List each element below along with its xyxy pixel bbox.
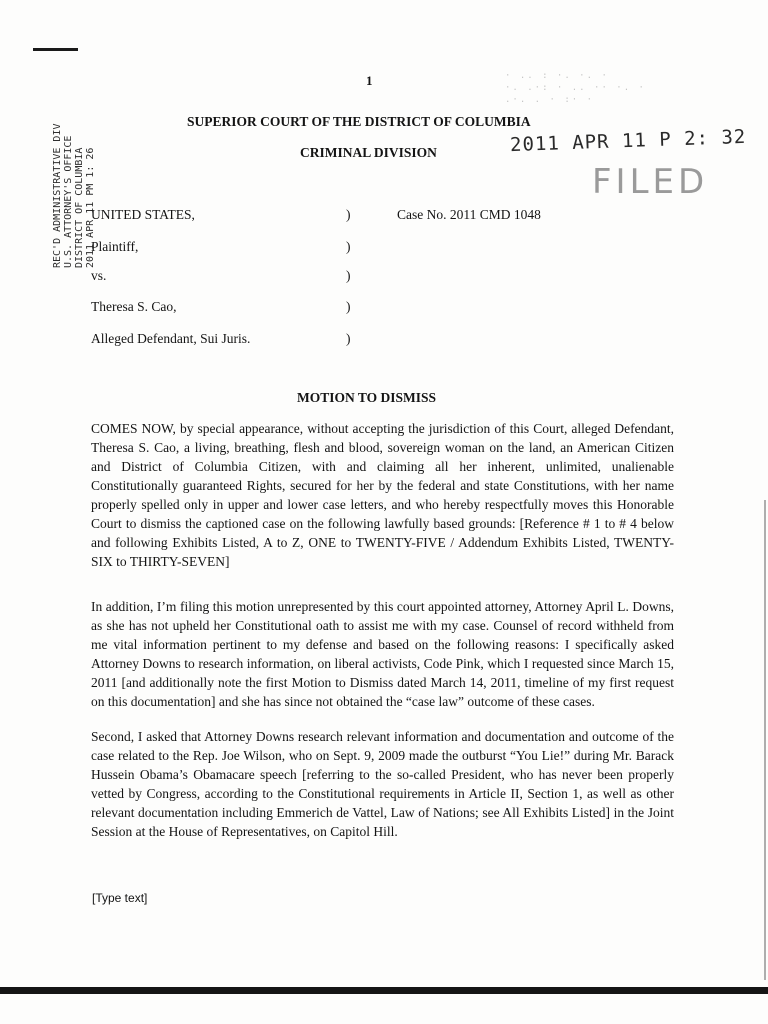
filing-date-stamp: 2011 APR 11 P 2: 32 <box>509 125 747 157</box>
division-title: CRIMINAL DIVISION <box>300 145 437 160</box>
faint-stamp-smudge: · .. : ·. ·. · ·. .·: · .. ·· ·. · .·. . · :· · <box>505 71 646 105</box>
court-title: SUPERIOR COURT OF THE DISTRICT OF COLUMBIA <box>187 114 531 129</box>
motion-title: MOTION TO DISMISS <box>297 390 437 405</box>
caption-paren-4: ) <box>346 299 351 314</box>
caption-party-1: UNITED STATES, <box>91 207 195 222</box>
body-paragraph-1: COMES NOW, by special appearance, without accepting the jurisdiction of this Court, alleged Defendant, Theresa S. Cao, a living, breathing, flesh and blood, sovereign woman on the land, an American Citizen and District of Columbia Citizen, with and claiming all her inherent, unlimited, unalienable Constitutionally guaranteed Rights, secured for her by the federal and state Constitutions, with her name properly spelled only in upper and lower case letters, and who hereby respectfully moves this Honorable Court to dismiss the captioned case on the following lawfully based grounds: [Reference # 1 to # 4 below and following Exhibits Listed, A to Z, ONE to TWENTY-FIVE / Addendum Exhibits Listed, TWENTY-SIX to THIRTY-SEVEN] <box>91 421 674 569</box>
received-stamp-text: REC'D ADMINISTRATIVE DIV U.S. ATTORNEY'S OFFICE DISTRICT OF COLUMBIA 2011 APR 11 PM 1: 26 <box>52 123 96 268</box>
scan-right-edge <box>764 500 766 980</box>
caption-paren-1: ) <box>346 207 351 222</box>
caption-party-2-role: Alleged Defendant, Sui Juris. <box>91 331 251 346</box>
caption-paren-2: ) <box>346 239 351 254</box>
top-rule-mark <box>33 48 78 51</box>
body-paragraph-3: Second, I asked that Attorney Downs research relevant information and documentation and outcome of the case related to the Rep. Joe Wilson, who on Sept. 9, 2009 made the outburst “You Lie!” during Mr. Barack Hussein Obama’s Obamacare speech [referring to the so-called President, who has never been properly vetted by Congress, according to the Constitutional requirements in Article II, Section 1, as well as other relevant documentation including Emmerich de Vattel, Law of Nations; see All Exhibits Listed] in the Joint Session at the House of Representatives, on Capitol Hill. <box>91 729 674 839</box>
case-number: Case No. 2011 CMD 1048 <box>397 207 541 222</box>
filed-stamp: FILED <box>592 162 709 202</box>
caption-party-2: Theresa S. Cao, <box>91 299 177 314</box>
page-number: 1 <box>366 73 373 88</box>
caption-party-1-role: Plaintiff, <box>91 239 139 254</box>
caption-paren-3: ) <box>346 268 351 283</box>
caption-paren-5: ) <box>346 331 351 346</box>
caption-versus: vs. <box>91 268 107 283</box>
bottom-scan-bar <box>0 987 768 994</box>
body-paragraph-2: In addition, I’m filing this motion unrepresented by this court appointed attorney, Attorney April L. Downs, as she has not upheld her Constitutional oath to assist me with my case. Counsel of record withheld from me vital information pertinent to my defense and based on the following reasons: I specifically asked Attorney Downs to research information, on liberal activists, Code Pink, which I requested since March 15, 2011 [and additionally note the first Motion to Dismiss dated March 14, 2011, timeline of my first request on this documentation] and she has since not obtained the “case law” outcome of these cases. <box>91 599 674 709</box>
footer-placeholder-text: [Type text] <box>92 891 148 905</box>
